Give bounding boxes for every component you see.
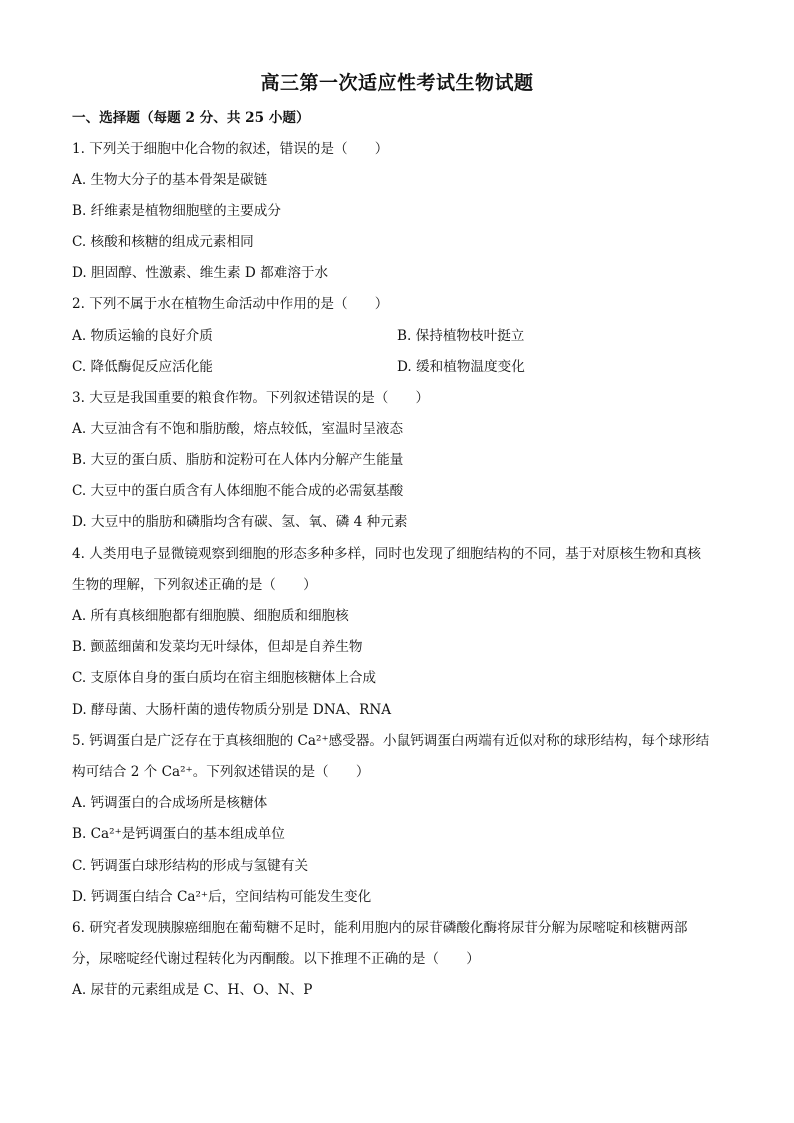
question-2-option-c: C. 降低酶促反应活化能	[72, 359, 213, 375]
question-3-option-d: D. 大豆中的脂肪和磷脂均含有碳、氢、氧、磷 4 种元素	[72, 514, 408, 530]
exam-title: 高三第一次适应性考试生物试题	[260, 72, 534, 94]
question-2-stem: 2. 下列不属于水在植物生命活动中作用的是（ ）	[72, 296, 389, 312]
question-4-stem-line-1: 4. 人类用电子显微镜观察到细胞的形态多种多样，同时也发现了细胞结构的不同，基于对原核生物和真核	[72, 546, 702, 562]
question-5-option-a: A. 钙调蛋白的合成场所是核糖体	[72, 795, 268, 811]
question-3-option-a: A. 大豆油含有不饱和脂肪酸，熔点较低，室温时呈液态	[72, 421, 404, 437]
question-1-stem: 1. 下列关于细胞中化合物的叙述，错误的是（ ）	[72, 141, 389, 157]
question-5-option-d: D. 钙调蛋白结合 Ca²⁺后，空间结构可能发生变化	[72, 889, 372, 905]
question-1-option-c: C. 核酸和核糖的组成元素相同	[72, 234, 254, 250]
question-6-option-a: A. 尿苷的元素组成是 C、H、O、N、P	[72, 982, 313, 998]
question-1-option-a: A. 生物大分子的基本骨架是碳链	[72, 172, 268, 188]
question-1-option-b: B. 纤维素是植物细胞壁的主要成分	[72, 203, 281, 219]
question-6-stem-line-2: 分，尿嘧啶经代谢过程转化为丙酮酸。以下推理不正确的是（ ）	[72, 951, 480, 967]
question-5-option-c: C. 钙调蛋白球形结构的形成与氢键有关	[72, 858, 309, 874]
question-4-option-b: B. 颤蓝细菌和发菜均无叶绿体，但却是自养生物	[72, 639, 363, 655]
question-3-stem: 3. 大豆是我国重要的粮食作物。下列叙述错误的是（ ）	[72, 390, 430, 406]
question-6-stem-line-1: 6. 研究者发现胰腺癌细胞在葡萄糖不足时，能利用胞内的尿苷磷酸化酶将尿苷分解为尿嘧啶和核糖两部	[72, 920, 688, 936]
question-5-stem-line-1: 5. 钙调蛋白是广泛存在于真核细胞的 Ca²⁺感受器。小鼠钙调蛋白两端有近似对称的球形结构，每个球形结	[72, 733, 710, 749]
question-1-option-d: D. 胆固醇、性激素、维生素 D 都难溶于水	[72, 265, 329, 281]
question-4-option-c: C. 支原体自身的蛋白质均在宿主细胞核糖体上合成	[72, 670, 377, 686]
question-2-option-b: B. 保持植物枝叶挺立	[397, 328, 525, 344]
question-4-stem-line-2: 生物的理解，下列叙述正确的是（ ）	[72, 577, 317, 593]
question-3-option-c: C. 大豆中的蛋白质含有人体细胞不能合成的必需氨基酸	[72, 483, 404, 499]
section-heading: 一、选择题（每题 2 分、共 25 小题）	[72, 110, 310, 126]
question-5-stem-line-2: 构可结合 2 个 Ca²⁺。下列叙述错误的是（ ）	[72, 764, 370, 780]
question-5-option-b: B. Ca²⁺是钙调蛋白的基本组成单位	[72, 826, 285, 842]
question-2-option-a: A. 物质运输的良好介质	[72, 328, 213, 344]
question-4-option-a: A. 所有真核细胞都有细胞膜、细胞质和细胞核	[72, 608, 349, 624]
question-2-option-d: D. 缓和植物温度变化	[397, 359, 525, 375]
question-4-option-d: D. 酵母菌、大肠杆菌的遗传物质分别是 DNA、RNA	[72, 702, 392, 718]
question-3-option-b: B. 大豆的蛋白质、脂肪和淀粉可在人体内分解产生能量	[72, 452, 404, 468]
